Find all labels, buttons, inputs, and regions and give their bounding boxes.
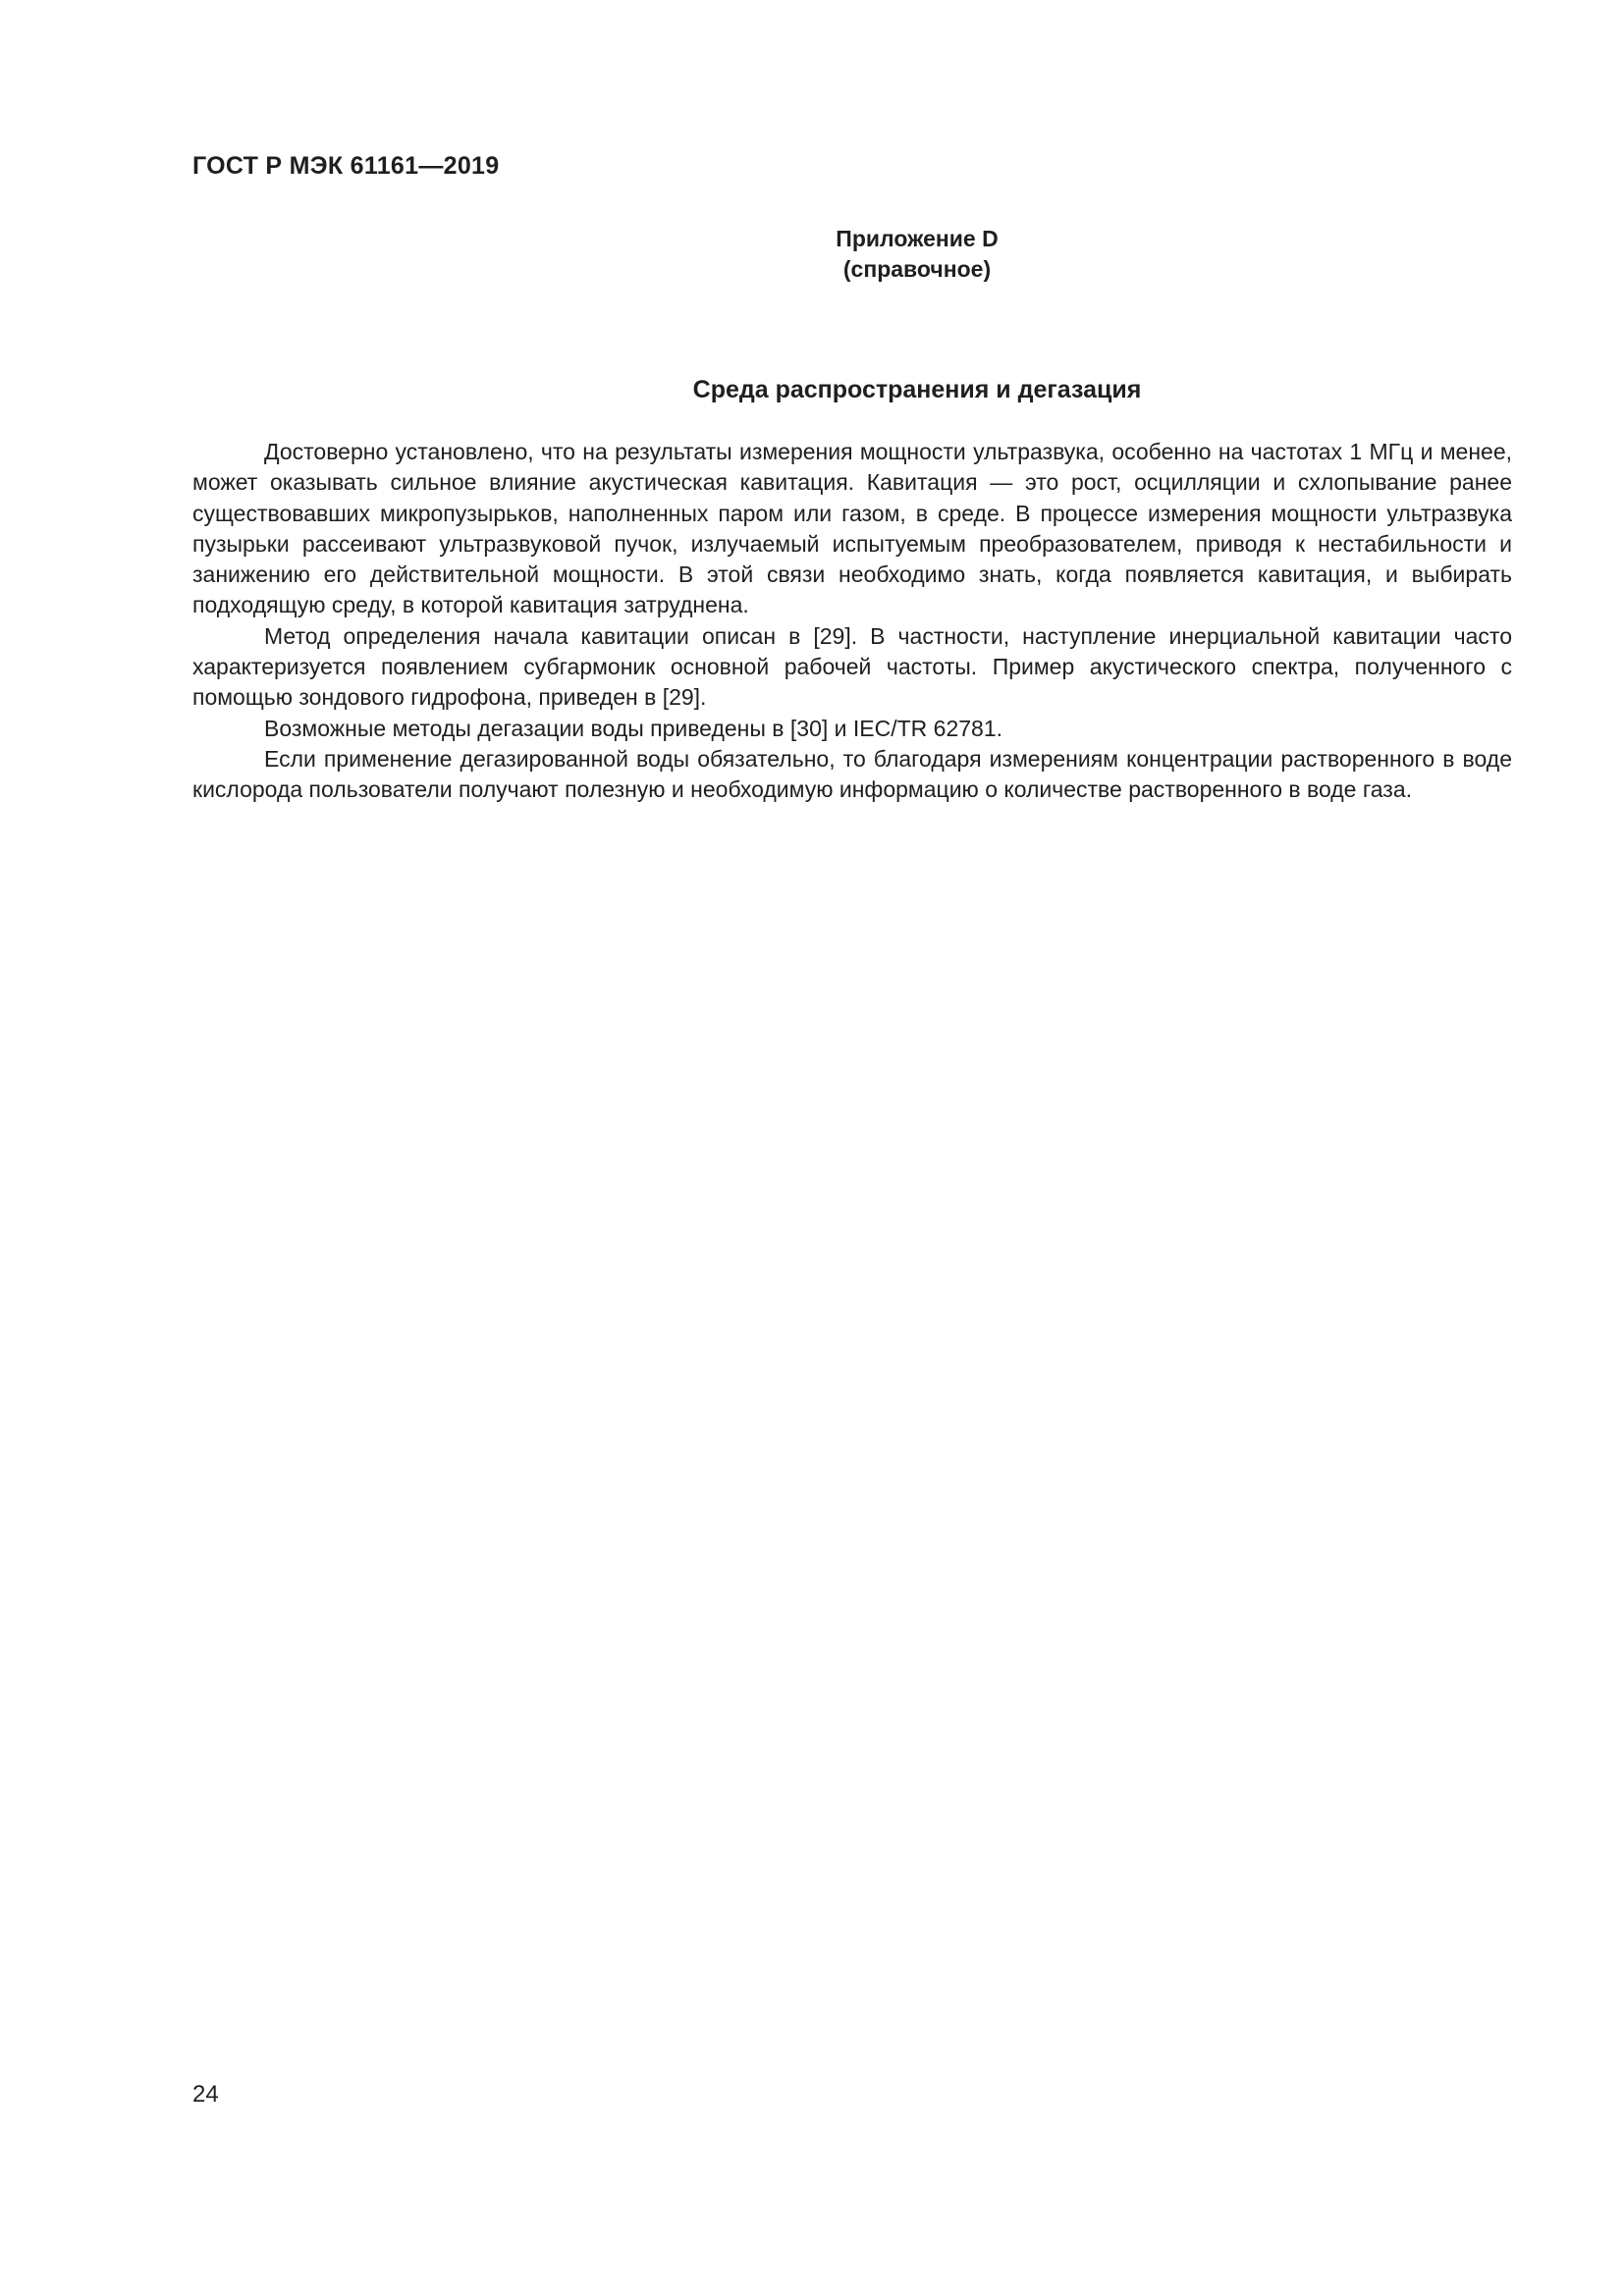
annex-title — [0, 376, 1624, 404]
page-number: 24 — [192, 2081, 219, 2108]
annex-status: (справочное) — [842, 256, 992, 282]
body-text — [192, 437, 1512, 806]
annex-label: Приложение D — [836, 226, 999, 251]
annex-title-text: Среда распространения и дегазация — [692, 376, 1142, 403]
paragraph-degassing-methods: Возможные методы дегазации воды приведены в [30] и IEC/TR 62781. — [264, 715, 1003, 741]
paragraph-cavitation-onset: Метод определения начала кавитации описан в [29]. В частности, наступление инерциальной кавитации часто характеризуется появлением субгармоник основной рабочей частоты. Пример акустического спектра, полученного с помощью зондового гидрофона, приведен в [29]. — [192, 622, 1512, 711]
document-header-id: ГОСТ Р МЭК 61161—2019 — [192, 152, 500, 180]
annex-heading — [0, 224, 1624, 285]
paragraph-dissolved-oxygen: Если применение дегазированной воды обязательно, то благодаря измерениям концентрации растворенного в воде кислорода пользователи получают полезную и необходимую информацию о количестве растворенного в воде газа. — [192, 745, 1512, 803]
paragraph-cavitation: Достоверно установлено, что на результаты измерения мощности ультразвука, особенно на частотах 1 МГц и менее, может оказывать сильное влияние акустическая кавитация. Кавитация — это рост, осцилляции и схлопывание ранее существовавших микропузырьков, наполненных паром или газом, в среде. В процессе измерения мощности ультразвука пузырьки рассеивают ультразвуковой пучок, излучаемый испытуемым преобразователем, приводя к нестабильности и занижению его действительной мощности. В этой связи необходимо знать, когда появляется кавитация, и выбирать подходящую среду, в которой кавитация затруднена. — [192, 439, 1512, 618]
